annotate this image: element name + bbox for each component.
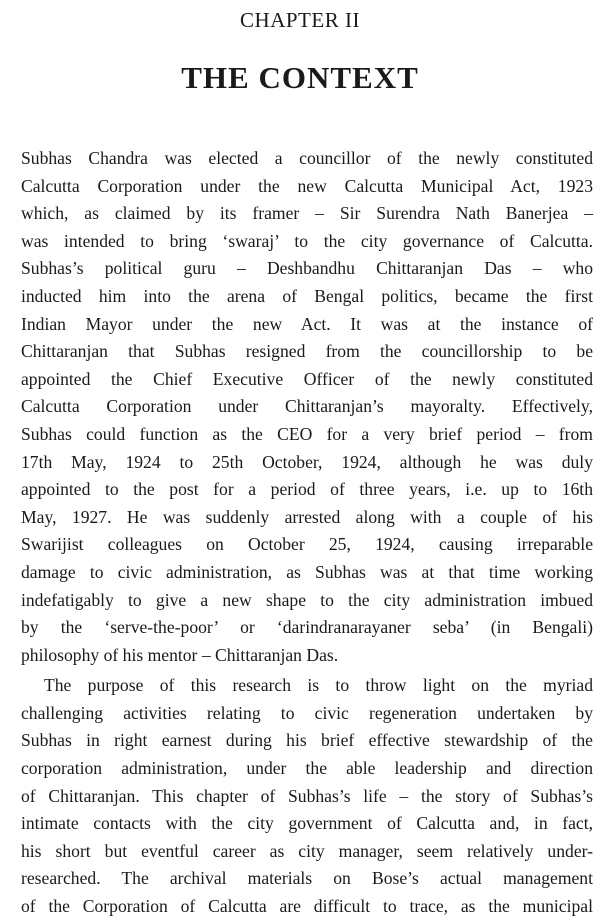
- text-line: damage to civic administration, as Subhas was at that time working: [21, 561, 593, 582]
- paragraph-2: [21, 672, 593, 920]
- text-line: Subhas could function as the CEO for a very brief period – from: [21, 423, 593, 444]
- text-line: his short but eventful career as city manager, seem relatively under-: [21, 840, 593, 861]
- text-line: of Chittaranjan. This chapter of Subhas’s life – the story of Subhas’s: [21, 785, 593, 806]
- text-line: Calcutta Corporation under the new Calcutta Municipal Act, 1923: [21, 175, 593, 196]
- text-line: corporation administration, under the able leadership and direction: [21, 758, 593, 779]
- text-line: The purpose of this research is to throw light on the myriad: [44, 675, 593, 696]
- text-line: indefatigably to give a new shape to the city administration imbued: [21, 589, 593, 610]
- text-line: inducted him into the arena of Bengal politics, became the first: [21, 285, 593, 306]
- text-line: Subhas Chandra was elected a councillor of the newly constituted: [21, 148, 593, 168]
- text-line: appointed to the post for a period of three years, i.e. up to 16th: [21, 479, 593, 500]
- text-line: researched. The archival materials on Bose’s actual management: [21, 868, 593, 889]
- text-line: by the ‘serve-the-poor’ or ‘darindranarayaner seba’ (in Bengali): [21, 617, 593, 638]
- chapter-label: CHAPTER II: [240, 8, 360, 32]
- body-text: [21, 145, 593, 921]
- text-line: May, 1927. He was suddenly arrested along with a couple of his: [21, 506, 593, 527]
- text-line: Subhas’s political guru – Deshbandhu Chittaranjan Das – who: [21, 258, 593, 279]
- text-line: intimate contacts with the city government of Calcutta and, in fact,: [21, 813, 593, 834]
- chapter-title: THE CONTEXT: [181, 60, 419, 95]
- text-line: appointed the Chief Executive Officer of the newly constituted: [21, 368, 593, 389]
- text-line: 17th May, 1924 to 25th October, 1924, although he was duly: [21, 451, 593, 472]
- text-line: was intended to bring ‘swaraj’ to the city governance of Calcutta.: [21, 230, 593, 251]
- text-line: challenging activities relating to civic regeneration undertaken by: [21, 702, 593, 723]
- text-line: Indian Mayor under the new Act. It was at the instance of: [21, 313, 593, 334]
- text-line: of the Corporation of Calcutta are difficult to trace, as the municipal: [21, 896, 593, 917]
- text-line: which, as claimed by its framer – Sir Surendra Nath Banerjea –: [21, 203, 593, 224]
- text-line: Subhas in right earnest during his brief effective stewardship of the: [21, 730, 593, 751]
- paragraph-1: [21, 145, 593, 669]
- text-line: Calcutta Corporation under Chittaranjan’s mayoralty. Effectively,: [21, 396, 593, 417]
- text-line: philosophy of his mentor – Chittaranjan Das.: [21, 644, 339, 665]
- text-line: Swarijist colleagues on October 25, 1924, causing irreparable: [21, 534, 593, 555]
- text-line: Chittaranjan that Subhas resigned from the councillorship to be: [21, 341, 593, 362]
